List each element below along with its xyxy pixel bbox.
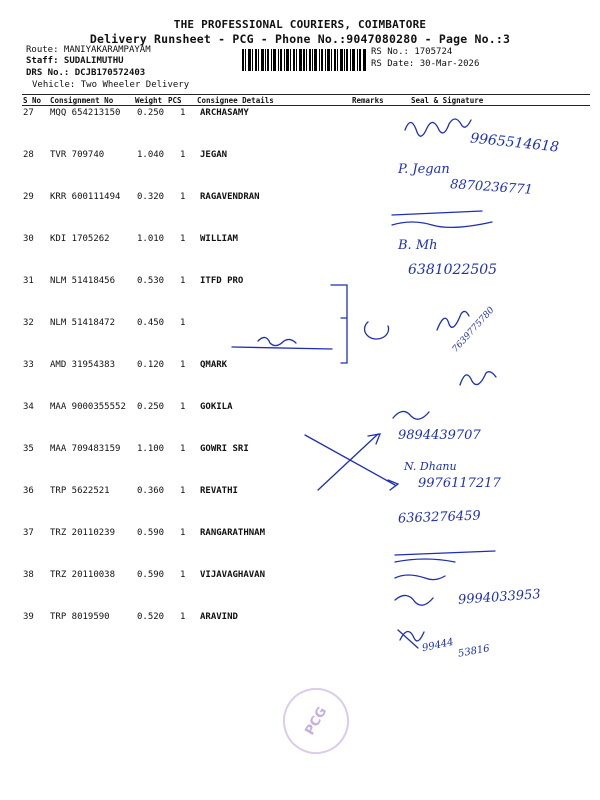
table-row [0, 444, 600, 486]
row-weight: 1.100 [137, 444, 165, 454]
row-consignee: ARAVIND [200, 612, 238, 622]
row-consignment-no: MQQ 654213150 [50, 108, 121, 118]
row-weight: 0.520 [137, 612, 165, 622]
row-weight: 0.590 [137, 528, 165, 538]
handwritten-note-39a: 99444 [421, 636, 455, 655]
row-weight: 0.360 [137, 486, 165, 496]
row-consignee: JEGAN [200, 150, 228, 160]
row-sno: 34 [23, 402, 34, 412]
row-pcs: 1 [180, 402, 186, 412]
route-label: Route: MANIYAKARAMPAYAM [26, 45, 151, 55]
row-pcs: 1 [180, 360, 186, 370]
row-pcs: 1 [180, 318, 186, 328]
row-sno: 31 [23, 276, 34, 286]
table-row [0, 528, 600, 570]
handwritten-phone-27: 9965514618 [469, 130, 560, 156]
row-sno: 27 [23, 108, 34, 118]
row-sno: 35 [23, 444, 34, 454]
vehicle-label: Vehicle: Two Wheeler Delivery [32, 80, 190, 90]
row-consignment-no: KRR 600111494 [50, 192, 121, 202]
col-remarks: Remarks [352, 96, 384, 105]
row-sno: 29 [23, 192, 34, 202]
table-row [0, 276, 600, 318]
row-consignee: REVATHI [200, 486, 238, 496]
handwritten-phone-28: 8870236771 [449, 177, 534, 198]
row-consignment-no: TRZ 20110038 [50, 570, 116, 580]
row-weight: 0.530 [137, 276, 165, 286]
row-consignee: WILLIAM [200, 234, 238, 244]
row-pcs: 1 [180, 150, 186, 160]
row-consignee: RANGARATHNAM [200, 528, 266, 538]
handwritten-name-28: P. Jegan [398, 162, 450, 177]
col-sno: S No [23, 96, 42, 105]
table-row [0, 234, 600, 276]
table-top-rule [22, 94, 590, 95]
row-consignment-no: KDI 1705262 [50, 234, 110, 244]
table-row [0, 402, 600, 444]
row-consignment-no: NLM 51418456 [50, 276, 116, 286]
table-row [0, 486, 600, 528]
handwritten-name-30: B. Mh [398, 238, 438, 253]
handwritten-note-39b: 53816 [457, 643, 491, 660]
row-sno: 28 [23, 150, 34, 160]
row-consignee: GOKILA [200, 402, 233, 412]
row-pcs: 1 [180, 570, 186, 580]
table-row [0, 318, 600, 360]
row-consignee: ITFD PRO [200, 276, 244, 286]
row-sno: 37 [23, 528, 34, 538]
row-weight: 0.320 [137, 192, 165, 202]
row-sno: 33 [23, 360, 34, 370]
table-header-rule [22, 105, 590, 106]
row-pcs: 1 [180, 612, 186, 622]
table-row [0, 192, 600, 234]
staff-label: Staff: SUDALIMUTHU [26, 56, 124, 66]
row-consignment-no: TRP 5622521 [50, 486, 110, 496]
row-pcs: 1 [180, 276, 186, 286]
row-consignee: VIJAVAGHAVAN [200, 570, 266, 580]
runsheet-title: THE PROFESSIONAL COURIERS, COIMBATORE [173, 18, 427, 31]
rs-date: RS Date: 30-Mar-2026 [371, 59, 480, 69]
row-pcs: 1 [180, 108, 186, 118]
row-weight: 0.450 [137, 318, 165, 328]
row-consignment-no: MAA 709483159 [50, 444, 121, 454]
row-sno: 38 [23, 570, 34, 580]
col-seal: Seal & Signature [411, 96, 484, 105]
handwritten-phone-34: 9894439707 [398, 428, 481, 443]
row-consignment-no: TRZ 20110239 [50, 528, 116, 538]
row-weight: 0.120 [137, 360, 165, 370]
runsheet-subtitle: Delivery Runsheet - PCG - Phone No.:9047080280 - Page No.:3 [89, 32, 511, 46]
row-sno: 30 [23, 234, 34, 244]
table-row [0, 360, 600, 402]
col-weight: Weight [135, 96, 163, 105]
row-pcs: 1 [180, 234, 186, 244]
row-consignee: ARCHASAMY [200, 108, 249, 118]
drs-label: DRS No.: DCJB170572403 [26, 68, 146, 78]
row-sno: 32 [23, 318, 34, 328]
barcode [242, 49, 366, 71]
table-row [0, 612, 600, 654]
pcg-stamp: PCG [271, 676, 361, 766]
handwritten-phone-36: 6363276459 [397, 508, 481, 527]
row-pcs: 1 [180, 192, 186, 202]
row-pcs: 1 [180, 444, 186, 454]
row-pcs: 1 [180, 486, 186, 496]
col-consignment: Consignment No [50, 96, 114, 105]
rs-number: RS No.: 1705724 [371, 47, 453, 57]
row-consignment-no: AMD 31954383 [50, 360, 116, 370]
row-consignment-no: MAA 9000355552 [50, 402, 126, 412]
col-consignee: Consignee Details [197, 96, 274, 105]
row-weight: 0.250 [137, 108, 165, 118]
handwritten-name-35: N. Dhanu [404, 460, 457, 473]
row-consignee: GOWRI SRI [200, 444, 249, 454]
handwritten-phone-32: 7639775780 [450, 305, 497, 355]
row-weight: 1.010 [137, 234, 165, 244]
row-sno: 39 [23, 612, 34, 622]
row-consignee: QMARK [200, 360, 228, 370]
row-weight: 1.040 [137, 150, 165, 160]
handwritten-phone-35: 9976117217 [418, 476, 501, 491]
col-pcs: PCS [168, 96, 182, 105]
handwritten-phone-38: 9994033953 [457, 587, 542, 608]
row-consignment-no: TRP 8019590 [50, 612, 110, 622]
row-consignee: RAGAVENDRAN [200, 192, 260, 202]
handwritten-phone-30: 6381022505 [408, 262, 498, 278]
row-weight: 0.590 [137, 570, 165, 580]
row-consignment-no: NLM 51418472 [50, 318, 116, 328]
row-pcs: 1 [180, 528, 186, 538]
row-weight: 0.250 [137, 402, 165, 412]
row-consignment-no: TVR 709740 [50, 150, 105, 160]
row-sno: 36 [23, 486, 34, 496]
